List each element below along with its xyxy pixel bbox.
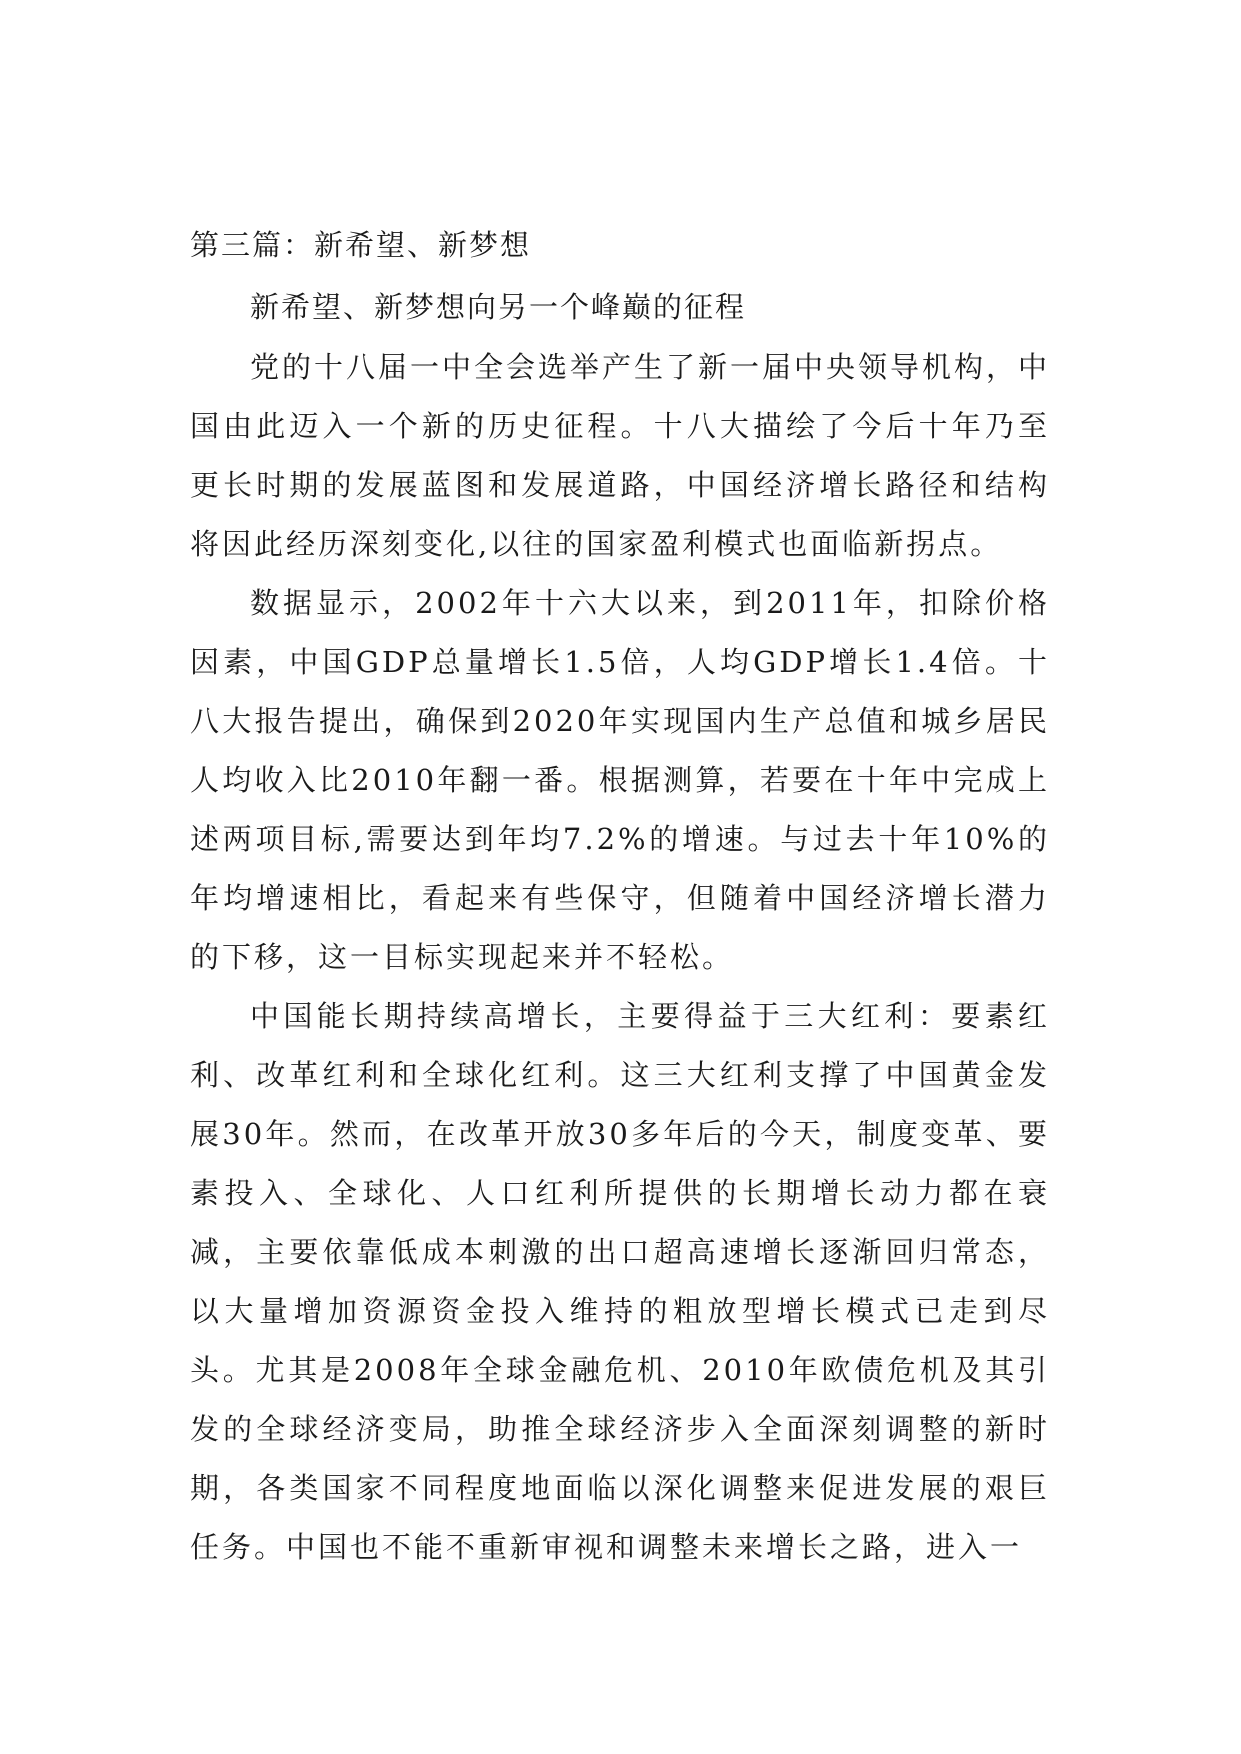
chapter-title: 第三篇：新希望、新梦想 bbox=[190, 228, 532, 262]
paragraph-dividends: 中国能长期持续高增长，主要得益于三大红利：要素红利、改革红利和全球化红利。这三大红利支撑了中国黄金发展30年。然而，在改革开放30多年后的今天，制度变革、要素投入、全球化、人口红利所提供的长期增长动力都在衰减，主要依靠低成本刺激的出口超高速增长逐渐回归常态，以大量增加资源资金投入维持的粗放型增长模式已走到尽头。尤其是2008年全球金融危机、2010年欧债危机及其引发的全球经济变局，助推全球经济步入全面深刻调整的新时期，各类国家不同程度地面临以深化调整来促进发展的艰巨任务。中国也不能不重新审视和调整未来增长之路，进入一 bbox=[190, 999, 1050, 1564]
document-body bbox=[190, 214, 1050, 1577]
article-subtitle: 新希望、新梦想向另一个峰巅的征程 bbox=[250, 290, 747, 324]
paragraph-data: 数据显示，2002年十六大以来，到2011年，扣除价格因素，中国GDP总量增长1.5倍，人均GDP增长1.4倍。十八大报告提出，确保到2020年实现国内生产总值和城乡居民人均收入比2010年翻一番。根据测算，若要在十年中完成上述两项目标,需要达到年均7.2%的增速。与过去十年10%的年均增速相比，看起来有些保守，但随着中国经济增长潜力的下移，这一目标实现起来并不轻松。 bbox=[190, 586, 1050, 974]
paragraph-leadership: 党的十八届一中全会选举产生了新一届中央领导机构，中国由此迈入一个新的历史征程。十八大描绘了今后十年乃至更长时期的发展蓝图和发展道路，中国经济增长路径和结构将因此经历深刻变化,以往的国家盈利模式也面临新拐点。 bbox=[190, 350, 1051, 561]
